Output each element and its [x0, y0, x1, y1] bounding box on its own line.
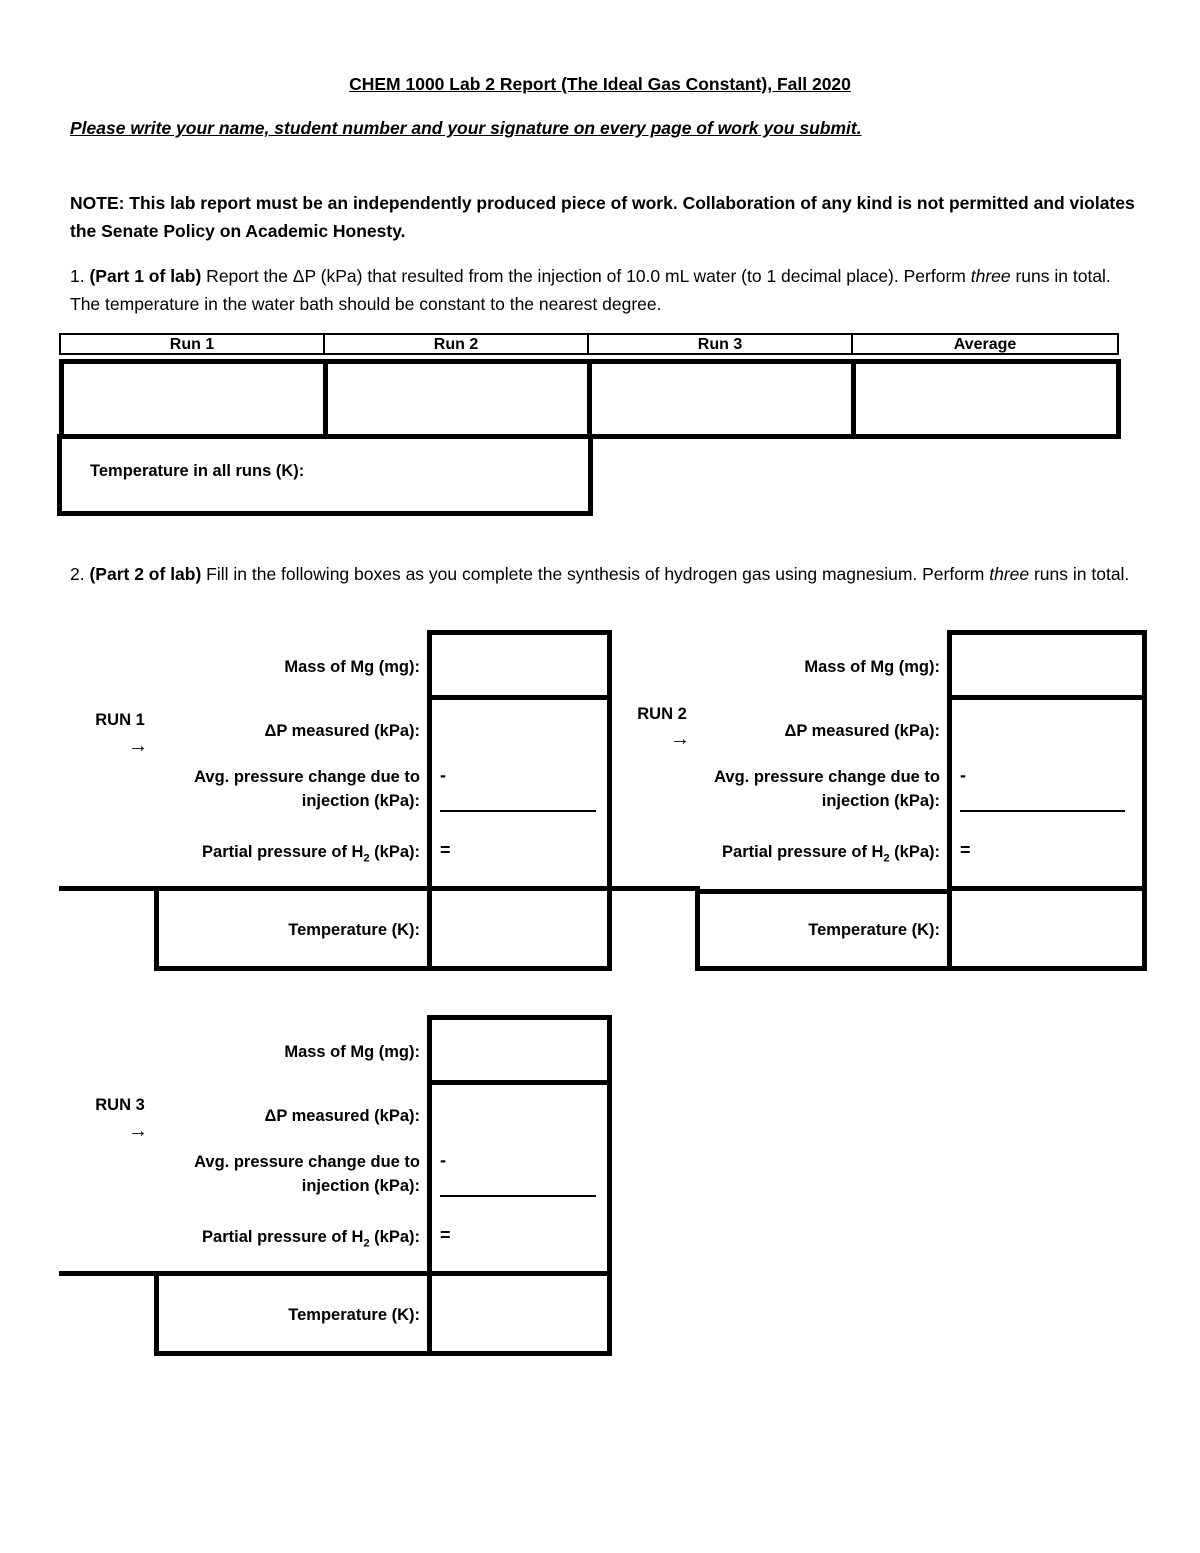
question-1-text-a: Report the ΔP (kPa) that resulted from the injection of 10.0 mL water (to 1 decimal place). Perform	[201, 266, 971, 286]
run-2-temperature-input[interactable]	[947, 886, 1147, 971]
run-1-dp-label: ΔP measured (kPa):	[264, 722, 420, 740]
run-2-minus: -	[960, 765, 966, 785]
run-2-avg-label-line1: Avg. pressure change due to	[714, 768, 940, 786]
run-1-mass-label: Mass of Mg (mg):	[284, 658, 420, 676]
run-3-divider	[59, 1271, 159, 1276]
run-3-mass-input[interactable]	[427, 1015, 612, 1085]
run-1-temperature-label: Temperature (K):	[288, 921, 420, 939]
run-1-minus: -	[440, 765, 446, 785]
question-2-text-a: Fill in the following boxes as you complete the synthesis of hydrogen gas using magnesium. Perform	[201, 564, 990, 584]
header-run-1: Run 1	[59, 333, 325, 355]
run-1-equals: =	[440, 840, 451, 860]
question-1-text-b: runs in total. The temperature in the water bath should be constant to the nearest degree.	[70, 266, 1111, 314]
run-3-equals: =	[440, 1225, 451, 1245]
run-3-mass-label: Mass of Mg (mg):	[284, 1043, 420, 1061]
question-1-number: 1.	[70, 266, 85, 286]
run-2-equals: =	[960, 840, 971, 860]
run-3-block	[0, 1015, 620, 1360]
run-3-pressure-box[interactable]	[427, 1080, 612, 1276]
run-3-avg-label-line1: Avg. pressure change due to	[194, 1153, 420, 1171]
run-3-temperature-label: Temperature (K):	[288, 1306, 420, 1324]
run-3-avg-label-line2: injection (kPa):	[301, 1177, 420, 1195]
run-2-subtraction-line	[960, 810, 1125, 812]
run-1-block	[0, 630, 620, 975]
run-1-avg-label-line1: Avg. pressure change due to	[194, 768, 420, 786]
run-2-label: RUN 2	[637, 705, 687, 723]
run-1-label: RUN 1	[95, 711, 145, 729]
question-2-text-b: runs in total.	[1029, 564, 1130, 584]
run-1-arrow-icon: →	[128, 735, 148, 757]
run-2-arrow-icon: →	[670, 728, 690, 750]
question-2-italic: three	[989, 564, 1030, 584]
run-3-dp-label: ΔP measured (kPa):	[264, 1107, 420, 1125]
document-title: CHEM 1000 Lab 2 Report (The Ideal Gas Constant), Fall 2020	[349, 74, 851, 94]
run-1-avg-label-line2: injection (kPa):	[301, 792, 420, 810]
run-3-label: RUN 3	[95, 1096, 145, 1114]
run-2-mass-label: Mass of Mg (mg):	[804, 658, 940, 676]
run-3-arrow-icon: →	[128, 1120, 148, 1142]
run-2-divider	[610, 886, 700, 891]
run-3-temperature-input[interactable]	[427, 1271, 612, 1356]
note-text: NOTE: This lab report must be an independently produced piece of work. Collaboration of any kind is not permitted and violates the Senate Policy on Academic Honesty.	[70, 193, 1135, 241]
question-2-part: (Part 2 of lab)	[89, 564, 202, 584]
run-3-partial-label: Partial pressure of $H_2$ (kPa):	[202, 1228, 420, 1250]
temperature-all-runs-label: Temperature in all runs (K):	[90, 462, 305, 480]
instruction-text: Please write your name, student number and your signature on every page of work you submit.	[70, 118, 862, 138]
run-3-minus: -	[440, 1150, 446, 1170]
header-run-2: Run 2	[323, 333, 589, 355]
run-2-avg-label-line2: injection (kPa):	[821, 792, 940, 810]
question-1	[70, 262, 1140, 318]
question-1-italic: three	[970, 266, 1011, 286]
run-1-divider	[59, 886, 159, 891]
run-2-pressure-box[interactable]	[947, 695, 1147, 891]
question-1-part: (Part 1 of lab)	[89, 266, 202, 286]
header-average: Average	[851, 333, 1119, 355]
run-3-subtraction-line	[440, 1195, 596, 1197]
run-2-block	[540, 630, 1160, 975]
question-2	[70, 560, 1140, 588]
run-1-dp-input[interactable]	[59, 359, 328, 439]
question-2-number: 2.	[70, 564, 85, 584]
header-run-3: Run 3	[587, 333, 853, 355]
run-2-partial-label: Partial pressure of $H_2$ (kPa):	[722, 843, 940, 865]
run-2-temperature-label: Temperature (K):	[808, 921, 940, 939]
run-2-dp-input[interactable]	[323, 359, 592, 439]
run-3-dp-input[interactable]	[587, 359, 856, 439]
average-dp-input[interactable]	[851, 359, 1121, 439]
run-1-partial-label: Partial pressure of $H_2$ (kPa):	[202, 843, 420, 865]
run-2-mass-input[interactable]	[947, 630, 1147, 700]
run-2-dp-label: ΔP measured (kPa):	[784, 722, 940, 740]
